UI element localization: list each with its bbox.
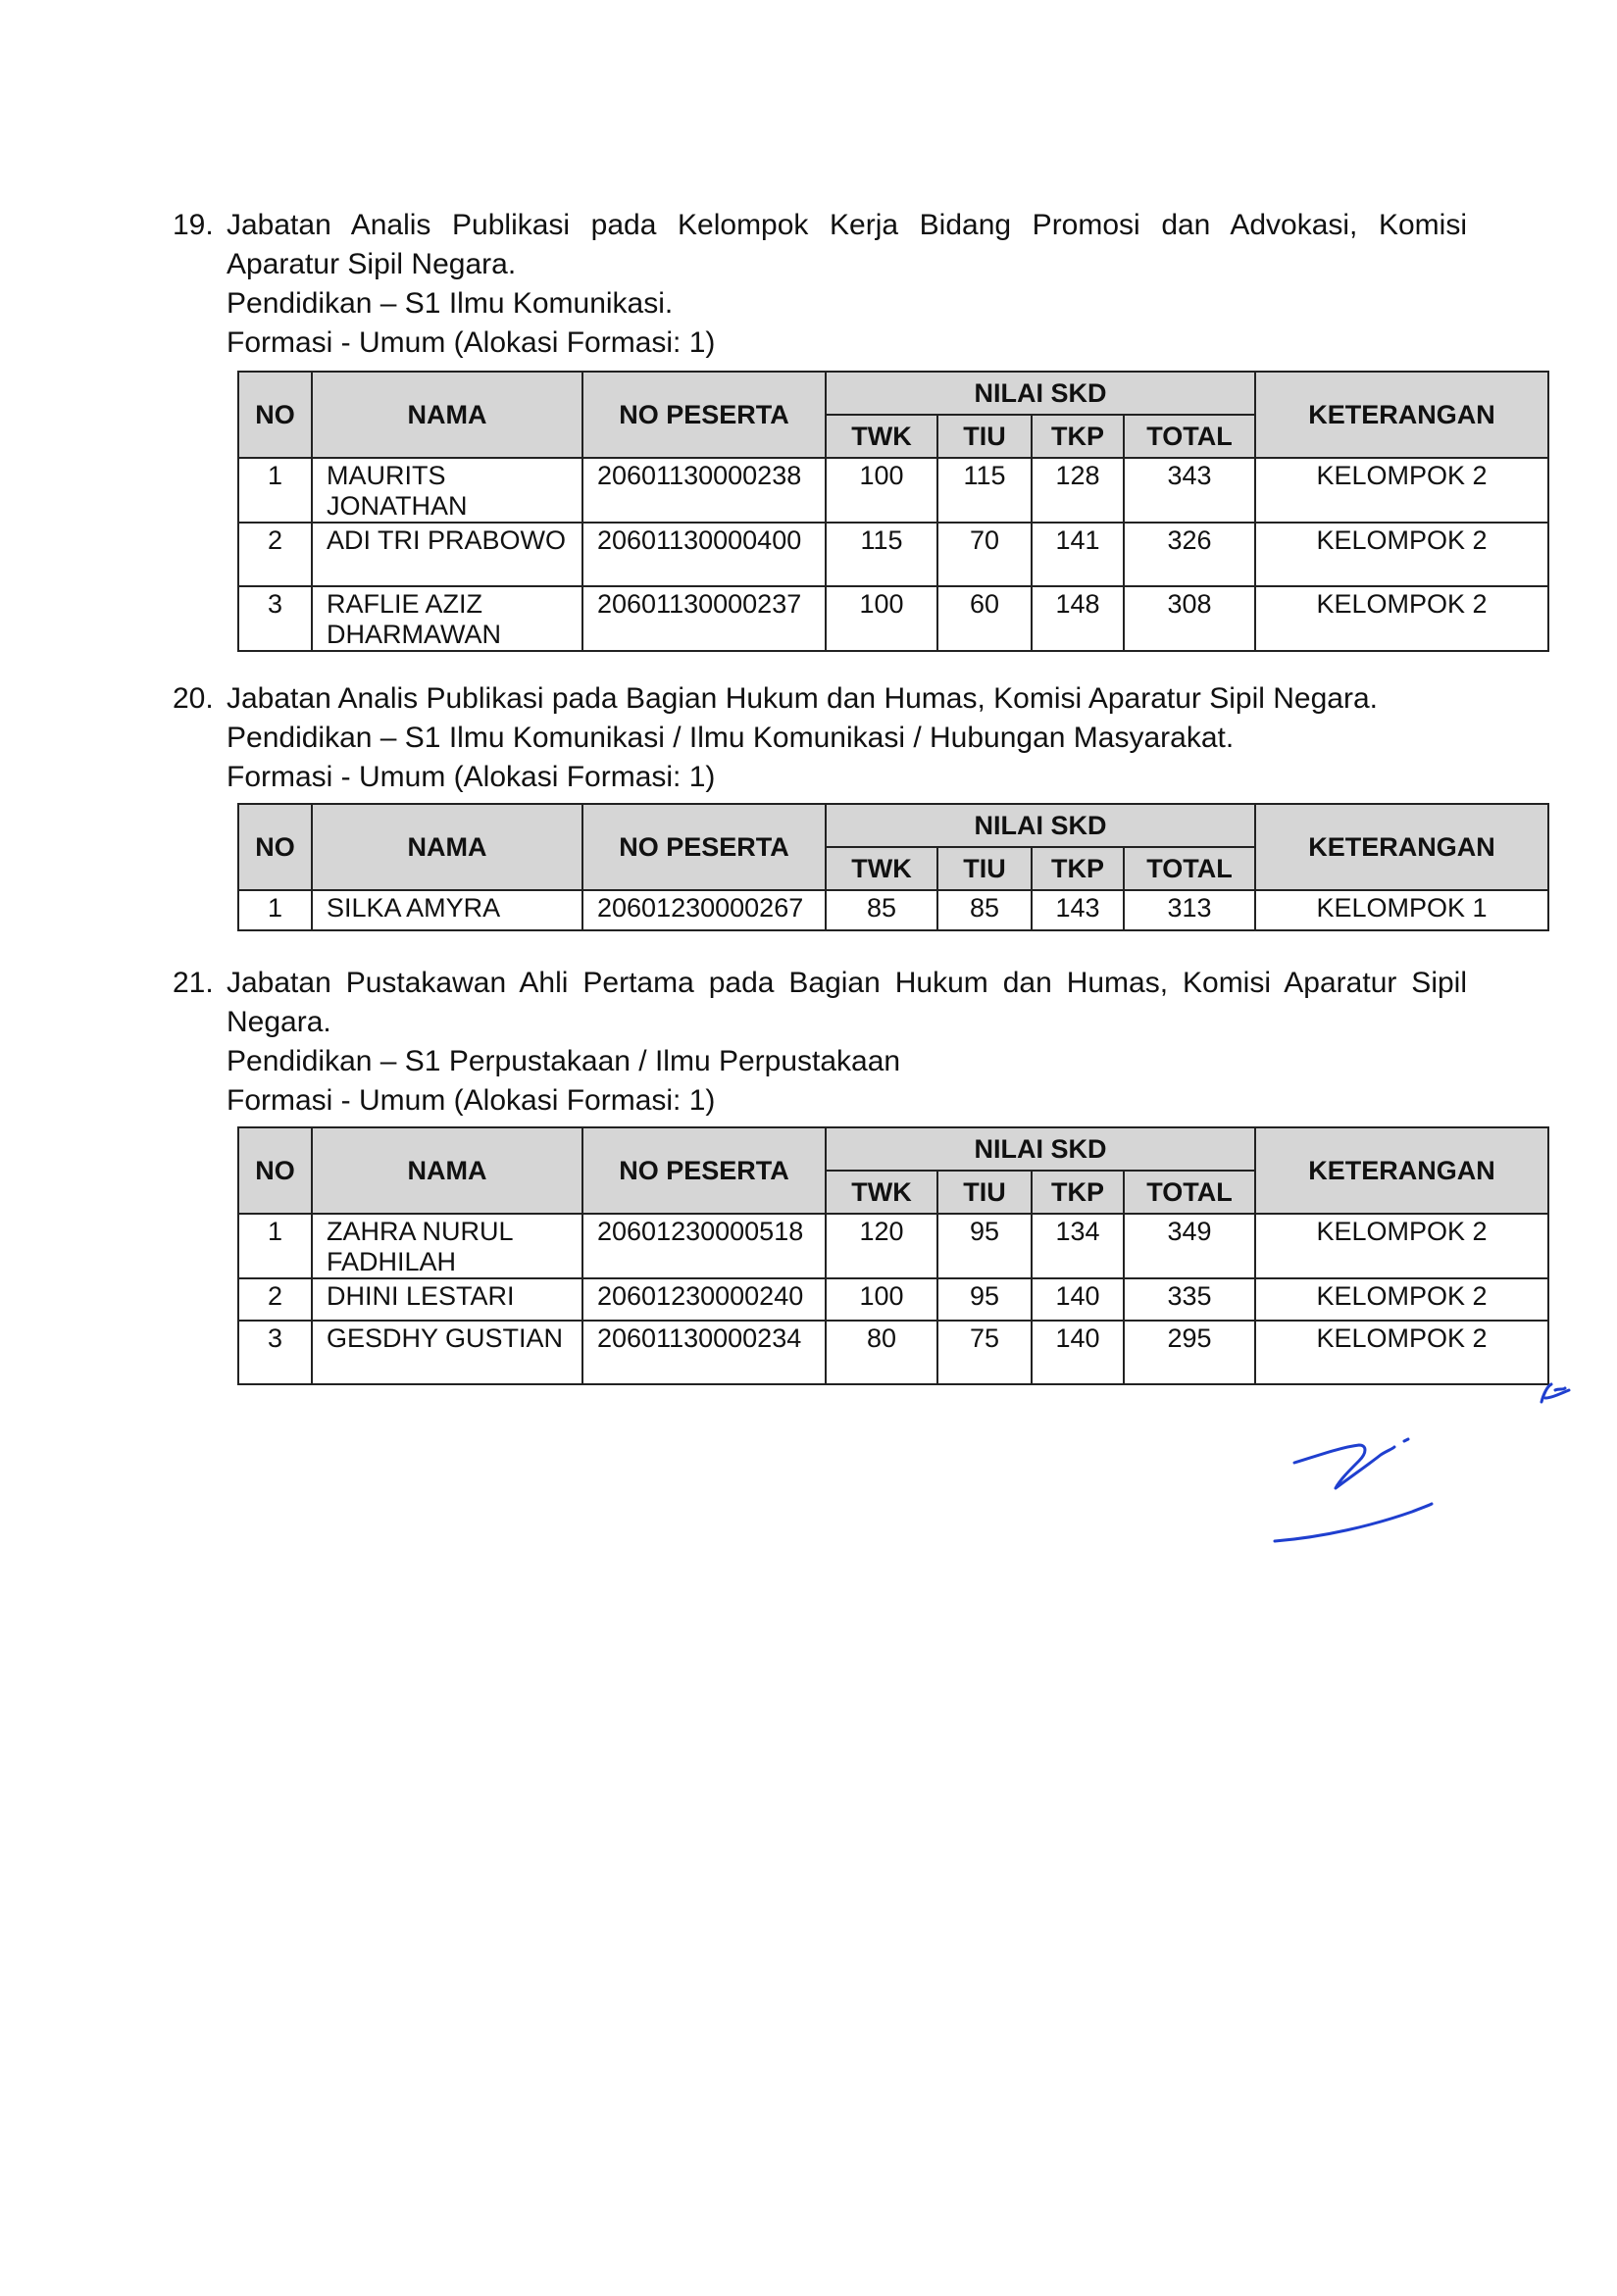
header-keterangan: KETERANGAN: [1255, 372, 1548, 458]
section-title-line-1: Jabatan Pustakawan Ahli Pertama pada Bagian Hukum dan Humas, Komisi Aparatur Sipil: [227, 967, 1467, 999]
header-nama: NAMA: [312, 1127, 582, 1214]
cell-total: 313: [1124, 890, 1255, 930]
section-number: 19.: [173, 209, 214, 241]
cell-keterangan: KELOMPOK 2: [1255, 1321, 1548, 1384]
header-no: NO: [238, 1127, 312, 1214]
cell-keterangan: KELOMPOK 1: [1255, 890, 1548, 930]
section-number: 21.: [173, 967, 214, 999]
cell-tkp: 128: [1032, 458, 1124, 523]
formasi-line: Formasi - Umum (Alokasi Formasi: 1): [227, 761, 716, 793]
header-nama: NAMA: [312, 372, 582, 458]
cell-twk: 120: [826, 1214, 937, 1278]
cell-no-peserta: 20601130000237: [582, 586, 826, 651]
header-total: TOTAL: [1124, 415, 1255, 458]
header-no-peserta: NO PESERTA: [582, 804, 826, 890]
cell-tkp: 140: [1032, 1321, 1124, 1384]
header-twk: TWK: [826, 415, 937, 458]
cell-tkp: 141: [1032, 523, 1124, 586]
cell-nama: DHINI LESTARI: [312, 1278, 582, 1321]
cell-twk: 85: [826, 890, 937, 930]
header-no-peserta: NO PESERTA: [582, 372, 826, 458]
header-tkp: TKP: [1032, 415, 1124, 458]
cell-tiu: 115: [937, 458, 1032, 523]
cell-keterangan: KELOMPOK 2: [1255, 1278, 1548, 1321]
section-20: [173, 679, 1495, 923]
table-row: [238, 890, 1548, 930]
table-row: [238, 586, 1548, 651]
header-tiu: TIU: [937, 1171, 1032, 1214]
table-row: [238, 1278, 1548, 1321]
signature-stroke-main: [1294, 1445, 1394, 1488]
header-nilai-skd: NILAI SKD: [826, 372, 1255, 415]
header-tiu: TIU: [937, 415, 1032, 458]
cell-tiu: 70: [937, 523, 1032, 586]
section-title-line-1: Jabatan Analis Publikasi pada Bagian Hukum dan Humas, Komisi Aparatur Sipil Negara.: [227, 682, 1378, 715]
cell-no-peserta: 20601130000238: [582, 458, 826, 523]
formasi-line: Formasi - Umum (Alokasi Formasi: 1): [227, 1084, 716, 1117]
cell-keterangan: KELOMPOK 2: [1255, 458, 1548, 523]
cell-tiu: 85: [937, 890, 1032, 930]
cell-no: 2: [238, 1278, 312, 1321]
section-title-line-1: Jabatan Analis Publikasi pada Kelompok Kerja Bidang Promosi dan Advokasi, Komisi: [227, 209, 1467, 241]
header-nama: NAMA: [312, 804, 582, 890]
cell-no-peserta: 20601130000400: [582, 523, 826, 586]
cell-keterangan: KELOMPOK 2: [1255, 586, 1548, 651]
results-table: [237, 1126, 1549, 1385]
cell-twk: 100: [826, 1278, 937, 1321]
cell-no-peserta: 20601230000240: [582, 1278, 826, 1321]
pendidikan-line: Pendidikan – S1 Perpustakaan / Ilmu Perpustakaan: [227, 1045, 901, 1077]
header-no: NO: [238, 372, 312, 458]
header-keterangan: KETERANGAN: [1255, 804, 1548, 890]
header-tkp: TKP: [1032, 1171, 1124, 1214]
header-total: TOTAL: [1124, 847, 1255, 890]
section-heading: [173, 206, 1467, 363]
cell-total: 295: [1124, 1321, 1255, 1384]
section-21: [173, 964, 1495, 1353]
cell-keterangan: KELOMPOK 2: [1255, 523, 1548, 586]
handwritten-signature: [1265, 1373, 1589, 1569]
section-19: [173, 206, 1495, 649]
pendidikan-line: Pendidikan – S1 Ilmu Komunikasi / Ilmu Komunikasi / Hubungan Masyarakat.: [227, 722, 1235, 754]
cell-twk: 100: [826, 586, 937, 651]
signature-stroke-small: [1541, 1384, 1569, 1402]
header-tiu: TIU: [937, 847, 1032, 890]
cell-tiu: 95: [937, 1214, 1032, 1278]
section-heading: [173, 679, 1467, 797]
header-nilai-skd: NILAI SKD: [826, 804, 1255, 847]
cell-total: 349: [1124, 1214, 1255, 1278]
pendidikan-line: Pendidikan – S1 Ilmu Komunikasi.: [227, 287, 674, 320]
cell-twk: 100: [826, 458, 937, 523]
section-title-line-2: Negara.: [227, 1006, 331, 1038]
signature-stroke-dot: [1404, 1439, 1408, 1441]
cell-nama: RAFLIE AZIZ DHARMAWAN: [312, 586, 582, 651]
cell-no-peserta: 20601230000267: [582, 890, 826, 930]
formasi-line: Formasi - Umum (Alokasi Formasi: 1): [227, 326, 716, 359]
cell-tiu: 75: [937, 1321, 1032, 1384]
cell-nama: ZAHRA NURUL FADHILAH: [312, 1214, 582, 1278]
table-row: [238, 458, 1548, 523]
cell-total: 326: [1124, 523, 1255, 586]
cell-no: 3: [238, 1321, 312, 1384]
header-tkp: TKP: [1032, 847, 1124, 890]
cell-keterangan: KELOMPOK 2: [1255, 1214, 1548, 1278]
cell-no: 1: [238, 890, 312, 930]
signature-stroke-underline: [1275, 1504, 1432, 1541]
section-number: 20.: [173, 682, 214, 715]
cell-tkp: 140: [1032, 1278, 1124, 1321]
cell-no-peserta: 20601130000234: [582, 1321, 826, 1384]
header-total: TOTAL: [1124, 1171, 1255, 1214]
cell-nama: GESDHY GUSTIAN: [312, 1321, 582, 1384]
cell-no: 1: [238, 458, 312, 523]
header-twk: TWK: [826, 1171, 937, 1214]
results-table: [237, 371, 1549, 652]
section-title-line-2: Aparatur Sipil Negara.: [227, 248, 517, 280]
header-twk: TWK: [826, 847, 937, 890]
cell-nama: SILKA AMYRA: [312, 890, 582, 930]
cell-total: 335: [1124, 1278, 1255, 1321]
cell-twk: 80: [826, 1321, 937, 1384]
header-nilai-skd: NILAI SKD: [826, 1127, 1255, 1171]
results-table: [237, 803, 1549, 931]
header-no: NO: [238, 804, 312, 890]
cell-tkp: 134: [1032, 1214, 1124, 1278]
section-heading: [173, 964, 1467, 1121]
cell-total: 343: [1124, 458, 1255, 523]
cell-tkp: 148: [1032, 586, 1124, 651]
header-no-peserta: NO PESERTA: [582, 1127, 826, 1214]
cell-nama: ADI TRI PRABOWO: [312, 523, 582, 586]
table-row: [238, 523, 1548, 586]
table-row: [238, 1214, 1548, 1278]
cell-twk: 115: [826, 523, 937, 586]
cell-no: 3: [238, 586, 312, 651]
cell-no-peserta: 20601230000518: [582, 1214, 826, 1278]
header-keterangan: KETERANGAN: [1255, 1127, 1548, 1214]
cell-total: 308: [1124, 586, 1255, 651]
cell-nama: MAURITS JONATHAN: [312, 458, 582, 523]
cell-no: 1: [238, 1214, 312, 1278]
cell-tiu: 60: [937, 586, 1032, 651]
cell-tiu: 95: [937, 1278, 1032, 1321]
cell-tkp: 143: [1032, 890, 1124, 930]
cell-no: 2: [238, 523, 312, 586]
